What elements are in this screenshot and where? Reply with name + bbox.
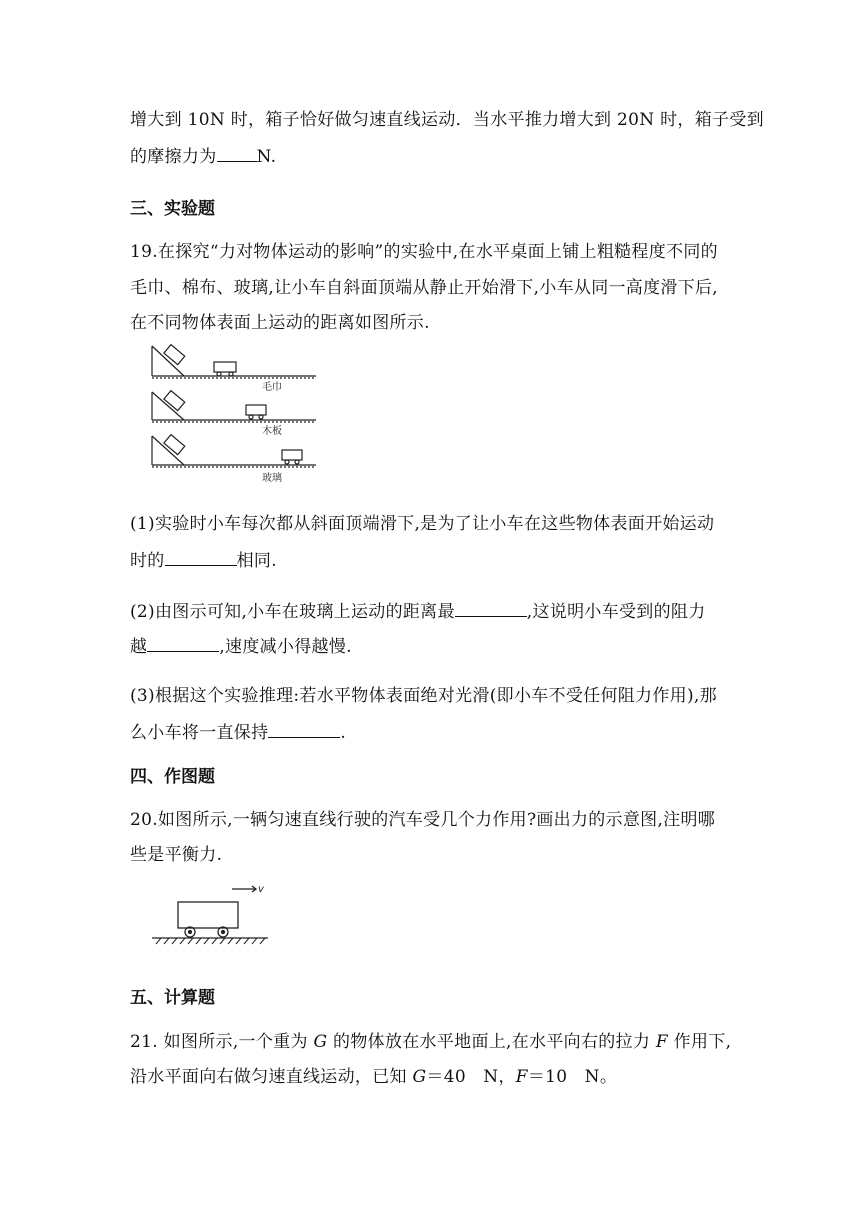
q20-line-2: 些是平衡力. bbox=[130, 845, 223, 865]
q19-sub3-line-1: (3)根据这个实验推理:若水平物体表面绝对光滑(即小车不受任何阻力作用),那 bbox=[130, 686, 717, 706]
q19-sub2-text-end: ,速度减小得越慢. bbox=[219, 637, 352, 657]
answer-blank[interactable] bbox=[455, 598, 527, 617]
q19-line-2: 毛巾、棉布、玻璃,让小车自斜面顶端从静止开始滑下,小车从同一高度滑下后, bbox=[130, 278, 719, 298]
q21-line-1 bbox=[130, 1030, 740, 1054]
q19-sub2-text-mid: ,这说明小车受到的阻力 bbox=[526, 602, 706, 622]
var-g: G bbox=[313, 1032, 328, 1052]
car-figure bbox=[148, 876, 272, 948]
q21-text-b: 的物体放在水平地面上,在水平向右的拉力 bbox=[327, 1032, 656, 1052]
q21-text-a: 21. 如图所示,一个重为 bbox=[130, 1032, 314, 1052]
q19-sub2-line-1 bbox=[130, 598, 740, 624]
velocity-label: v bbox=[258, 884, 264, 895]
var-f-2: F bbox=[515, 1067, 528, 1087]
q19-sub1-line-1: (1)实验时小车每次都从斜面顶端滑下,是为了让小车在这些物体表面开始运动 bbox=[130, 514, 715, 534]
var-f: F bbox=[655, 1032, 668, 1052]
label-towel: 毛巾 bbox=[262, 382, 282, 393]
section-heading-experiment: 三、实验题 bbox=[130, 199, 215, 219]
q19-line-1: 19.在探究“力对物体运动的影响”的实验中,在水平桌面上铺上粗糙程度不同的 bbox=[130, 242, 718, 262]
answer-blank[interactable] bbox=[165, 547, 237, 566]
q19-sub3-text-end: . bbox=[340, 723, 347, 743]
q19-line-3: 在不同物体表面上运动的距离如图所示. bbox=[130, 313, 430, 333]
answer-blank[interactable] bbox=[268, 719, 340, 738]
q19-sub1-text: 时的 bbox=[130, 551, 165, 571]
answer-blank[interactable] bbox=[147, 633, 219, 652]
q20-line-1: 20.如图所示,一辆匀速直线行驶的汽车受几个力作用?画出力的示意图,注明哪 bbox=[130, 810, 716, 830]
q18-text-end: N. bbox=[256, 147, 277, 167]
section-heading-calculation: 五、计算题 bbox=[130, 988, 215, 1008]
q21-text-f: ＝10 N。 bbox=[527, 1067, 618, 1087]
q19-sub2-line-2 bbox=[130, 633, 740, 659]
label-glass: 玻璃 bbox=[262, 473, 282, 484]
label-board: 木板 bbox=[262, 426, 282, 437]
var-g-2: G bbox=[412, 1067, 427, 1087]
q21-text-c: 作用下, bbox=[667, 1032, 732, 1052]
q19-sub3-text: 么小车将一直保持 bbox=[130, 723, 269, 743]
ramp-experiment-figure bbox=[148, 340, 318, 490]
q21-text-e: ＝40 N， bbox=[426, 1067, 516, 1087]
q21-text-d: 沿水平面向右做匀速直线运动，已知 bbox=[130, 1067, 413, 1087]
q19-sub1-text-end: 相同. bbox=[236, 551, 277, 571]
section-heading-drawing: 四、作图题 bbox=[130, 767, 215, 787]
q21-line-2 bbox=[130, 1065, 740, 1089]
q19-sub1-line-2 bbox=[130, 547, 740, 573]
q19-sub2-text: (2)由图示可知,小车在玻璃上运动的距离最 bbox=[130, 602, 455, 622]
q19-sub2-text-2: 越 bbox=[130, 637, 148, 657]
answer-blank[interactable] bbox=[217, 143, 257, 162]
q18-line-2 bbox=[130, 143, 740, 169]
q19-sub3-line-2 bbox=[130, 719, 740, 745]
q18-text: 的摩擦力为 bbox=[130, 147, 217, 167]
q18-line-1: 增大到 10N 时，箱子恰好做匀速直线运动．当水平推力增大到 20N 时，箱子受到 bbox=[130, 110, 764, 130]
